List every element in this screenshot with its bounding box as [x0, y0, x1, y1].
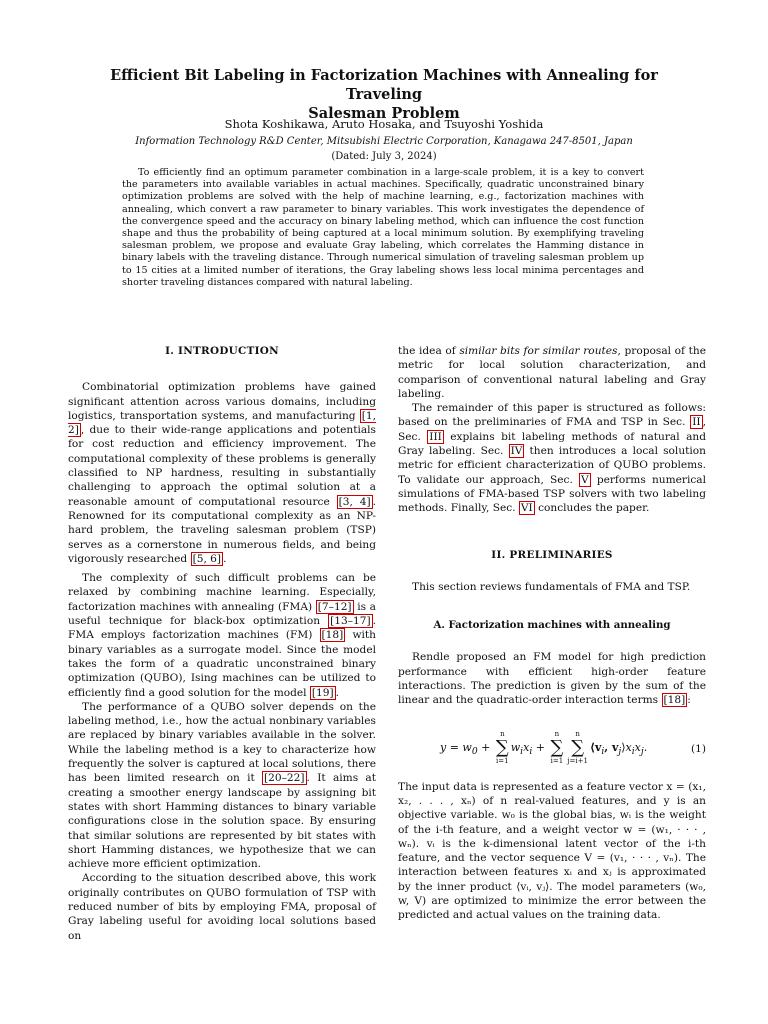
text: Rendle proposed an FM model for high prediction performance with efficient high-order feature interactions. The prediction is given by the sum of the linear and the quadratic-order interaction terms: [398, 651, 706, 707]
fma-paragraph-1: [398, 650, 706, 707]
text: performs numerical simulations of FMA-based TSP solvers with two labeling methods. Finally, Sec.: [398, 473, 706, 515]
citation-link[interactable]: [3, 4]: [338, 495, 371, 508]
text: , proposal of the metric for local solution characterization, and comparison of conventional natural labeling and Gray labeling.: [398, 345, 706, 400]
equation-body: [440, 730, 647, 766]
sigma-icon: ∑: [495, 736, 509, 758]
citation-link[interactable]: [20–22]: [264, 772, 305, 785]
eq-sub: i: [631, 745, 635, 757]
intro-paragraph-4: According to the situation described above, this work originally contributes on QUBO formulation of TSP with reduced number of bits by employing FMA, proposal of Gray labeling useful for avoiding local solutions based on: [68, 872, 376, 942]
equation-number: (1): [690, 742, 706, 755]
left-column: [68, 344, 376, 943]
eq-sub: i: [520, 745, 524, 757]
section-link[interactable]: III: [429, 430, 442, 443]
section-heading-preliminaries: II. PRELIMINARIES: [491, 548, 613, 561]
text: Combinatorial optimization problems have gained significant attention across various domains, including logistics, transportation systems, and manufacturing: [68, 381, 376, 422]
text: :: [687, 694, 691, 707]
intro-paragraph-4-continued: [398, 344, 706, 401]
eq-op: .: [643, 740, 648, 754]
eq-term: x: [523, 740, 530, 754]
eq-sub: 0: [471, 745, 478, 757]
eq-term: x: [625, 740, 632, 754]
eq-sub: i: [529, 745, 533, 757]
text: is a useful technique for black-box optimization: [68, 600, 376, 628]
text: explains bit labeling methods of natural and Gray labeling. Sec.: [398, 430, 706, 458]
eq-term: ⟩: [621, 740, 626, 754]
intro-paragraph-1: [68, 380, 376, 566]
text: The performance of a QUBO solver depends on the labeling method, i.e., how the actual nonbinary variables are replaced by binary variables available in the solver. While the labeling method is a key to characterize how frequently the solver is captured at local solutions, there has been limited research on it: [68, 700, 376, 785]
text: . Renowned for its computational complexity as an NP-hard problem, the traveling salesman problem (TSP) serves as a cornerstone in numerous fields, and being vigorously researched: [68, 495, 376, 565]
text: then introduces a local solution metric for efficient characterization of QUBO problems. To validate our approach, Sec.: [398, 445, 706, 486]
eq-op: +: [477, 740, 494, 754]
summation-symbol: [567, 730, 588, 766]
citation-link[interactable]: [5, 6]: [192, 552, 222, 565]
subsection-heading-fma: A. Factorization machines with annealing: [433, 619, 671, 632]
eq-term: , v: [604, 740, 619, 754]
abstract-text: To efficiently find an optimum parameter combination in a large-scale problem, it is a key to convert the parameters into available variables in actual machines. Specifically, quadratic unconstrained binary optimization problems are solved with the help of machine learning, e.g., factorization machines with annealing, which convert a raw parameter to binary variables. This work investigates the dependence of the convergence speed and the accuracy on binary labeling method, which can influence the cost function shape and thus the probability of being captured at a local minimum solution. By exemplifying traveling salesman problem, we propose and evaluate Gray labeling, which correlates the Hamming distance in binary labels with the traveling distance. Through numerical simulation of traveling salesman problem up to 15 cities at a limited number of iterations, the Gray labeling shows less local minima percentages and shorter traveling distances compared with natural labeling.: [122, 167, 644, 288]
emphasis: similar bits for similar routes: [459, 345, 618, 357]
citation-link[interactable]: [18]: [321, 629, 344, 642]
title-line-1: Efficient Bit Labeling in Factorization Machines with Annealing for Traveling: [110, 67, 658, 103]
prelim-paragraph-1: This section reviews fundamentals of FMA and TSP.: [412, 580, 691, 593]
section-link[interactable]: V: [581, 473, 589, 486]
text: with binary variables as a surrogate model. Since the model takes the form of a quadratic unconstrained binary optimization (QUBO), Ising machines can be utilized to efficiently find a good solution for the model: [68, 629, 376, 699]
fma-paragraph-2: The input data is represented as a feature vector x = (x₁, x₂, . . . , xₙ) of n real-valued features, and y is an objective variable. w₀ is the global bias, wᵢ is the weight of the i-th feature, and a weight vector w = (w₁, · · · , wₙ). vᵢ is the k-dimensional latent vector of the i-th feature, and the vector sequence V = (v₁, · · · , vₙ). The interaction between features xᵢ and xⱼ is approximated by the inner product ⟨vᵢ, vⱼ⟩. The model parameters (w₀, w, V) are optimized to minimize the error between the predicted and actual values on the training data.: [398, 780, 706, 922]
intro-paragraph-5: [398, 401, 706, 515]
paper-title: [80, 66, 688, 123]
sum-lower: i=1: [550, 756, 564, 765]
eq-op: +: [532, 740, 549, 754]
date-line: (Dated: July 3, 2024): [331, 151, 437, 162]
text: , due to their wide-range applications and potentials for cost reduction and efficiency improvement. The computational complexity of these problems is generally classified to NP hardness, resulting in substantially challenging to approach the optimal solution at a reasonable amount of computational resource: [68, 424, 376, 508]
eq-sub: i: [601, 745, 605, 757]
text: , Sec.: [398, 416, 706, 443]
section-heading-introduction: I. INTRODUCTION: [165, 345, 279, 357]
authors: Shota Koshikawa, Aruto Hosaka, and Tsuyoshi Yoshida: [224, 117, 544, 131]
summation-symbol: [550, 730, 563, 766]
text: concludes the paper.: [534, 502, 650, 515]
text: The complexity of such difficult problems can be relaxed by combining machine learning. Especially, factorization machines with annealing (FMA): [68, 572, 376, 613]
sum-lower: i=1: [496, 756, 509, 765]
citation-link[interactable]: [19]: [311, 686, 334, 699]
section-link[interactable]: II: [692, 416, 701, 429]
eq-term: ⟨v: [589, 740, 602, 754]
right-column: [398, 344, 706, 923]
citation-link[interactable]: [13–17]: [330, 615, 371, 628]
sum-upper: n: [554, 729, 560, 738]
eq-term: w: [510, 740, 521, 754]
text: . It aims at creating a smoother energy landscape by assigning bit states with short Hamming distances to binary variable configurations close in the solution space. By ensuring that similar solutions are represented by bit states with short Hamming distances, we hypothesize that we can achieve more efficient optimization.: [68, 772, 376, 871]
text: . FMA employs factorization machines (FM): [68, 615, 376, 642]
section-link[interactable]: VI: [520, 502, 533, 515]
citation-link[interactable]: [18]: [663, 694, 686, 707]
text: .: [223, 552, 227, 565]
sum-upper: n: [575, 729, 580, 738]
intro-paragraph-3: [68, 700, 376, 872]
citation-link[interactable]: [1, 2]: [68, 409, 376, 437]
text: the idea of: [398, 345, 460, 357]
text: .: [335, 686, 340, 699]
section-link[interactable]: IV: [510, 445, 523, 458]
summation-symbol: [496, 730, 509, 766]
text: The remainder of this paper is structured as follows: based on the preliminaries of FMA and TSP in Sec.: [398, 402, 706, 429]
title-line-2: Salesman Problem: [308, 105, 460, 122]
intro-paragraph-2: [68, 571, 376, 700]
sigma-icon: ∑: [550, 736, 564, 758]
eq-lhs: y = w: [440, 740, 472, 754]
abstract: [122, 167, 644, 289]
citation-link[interactable]: [7–12]: [317, 600, 352, 613]
eq-term: x: [634, 740, 641, 754]
eq-sub: j: [640, 745, 644, 757]
affiliation: Information Technology R&D Center, Mitsubishi Electric Corporation, Kanagawa 247-8501, Japan: [135, 136, 633, 147]
sum-upper: n: [500, 729, 505, 738]
sum-lower: j=i+1: [567, 756, 588, 765]
equation-1: [398, 724, 706, 774]
sigma-icon: ∑: [571, 736, 585, 758]
eq-sub: j: [618, 745, 622, 757]
